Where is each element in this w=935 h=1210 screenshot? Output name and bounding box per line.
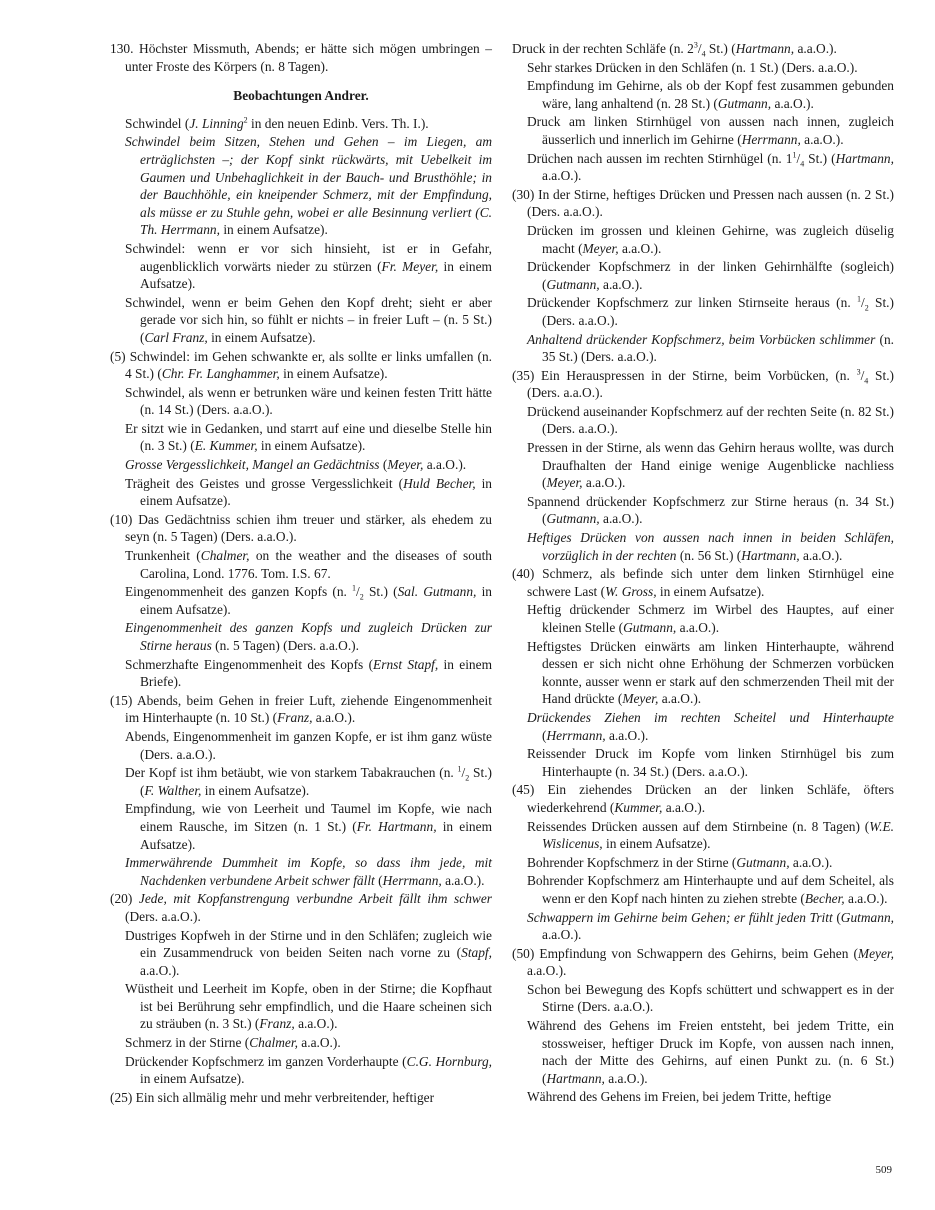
symptom-entry: Eingenommenheit des ganzen Kopfs (n. $^1/_2$ St.) (Sal. Gutmann, in einem Aufsatze).	[125, 583, 492, 617]
symptom-entry: Drücken im grossen und kleinen Gehirne, was zugleich düselig macht (Meyer, a.a.O.).	[527, 222, 894, 256]
symptom-entry: Eingenommenheit des ganzen Kopfs und zugleich Drücken zur Stirne heraus (n. 5 Tagen) (Ders. a.a.O.).	[125, 620, 492, 653]
symptom-entry: Schwindel, als wenn er betrunken wäre und keinen festen Tritt hätte (n. 14 St.) (Ders. a.a.O.).	[125, 384, 492, 418]
symptom-entry: (30) In der Stirne, heftiges Drücken und Pressen nach aussen (n. 2 St.) (Ders. a.a.O.).	[512, 186, 894, 220]
symptom-entry: Empfindung, wie von Leerheit und Taumel im Kopfe, wie nach einem Rausche, im Sitzen (n. 1 St.) (Fr. Hartmann, in einem Aufsatze).	[125, 801, 492, 852]
symptom-entry: Druck am linken Stirnhügel von aussen nach innen, zugleich äusserlich und innerlich im Gehirne (Herrmann, a.a.O.).	[527, 114, 894, 147]
symptom-entry: (45) Ein ziehendes Drücken an der linken Schläfe, öfters wiederkehrend (Kummer, a.a.O.).	[512, 782, 894, 815]
symptom-entry: Schwappern im Gehirne beim Gehen; er fühlt jeden Tritt (Gutmann, a.a.O.).	[527, 909, 894, 943]
symptom-entry: (10) Das Gedächtniss schien ihm treuer und stärker, als ehedem zu seyn (n. 5 Tagen) (Ders. a.a.O.).	[110, 511, 492, 545]
symptom-entry: Bohrender Kopfschmerz in der Stirne (Gutmann, a.a.O.).	[527, 854, 833, 870]
entry-number: (15)	[110, 692, 137, 708]
symptom-entry: Trunkenheit (Chalmer, on the weather and the diseases of south Carolina, Lond. 1776. Tom. I.S. 67.	[125, 548, 492, 581]
entry-number: (5)	[110, 348, 130, 364]
symptom-entry: Schwindel beim Sitzen, Stehen und Gehen – im Liegen, am erträglichsten –; der Kopf sinkt rückwärts, mit Uebelkeit im Gaumen und Unbehaglichkeit in der Bauch- und Brusthöhle; in der Bauchhöhle, ein kneipender Schmerz, mit der Empfindung, als müsse er zu Stuhle gehn, wobei er alle Besinnung verliert (C. Th. Herrmann, in einem Aufsatze).	[125, 134, 492, 238]
symptom-entry: Reissender Druck im Kopfe vom linken Stirnhügel bis zum Hinterhaupte (n. 34 St.) (Ders. a.a.O.).	[527, 746, 894, 779]
symptom-entry: Schwindel (J. Linning$^2$ in den neuen Edinb. Vers. Th. I.).	[125, 115, 429, 131]
symptom-entry: (50) Empfindung von Schwappern des Gehirns, beim Gehen (Meyer, a.a.O.).	[512, 945, 894, 979]
symptom-entry: Er sitzt wie in Gedanken, und starrt auf eine und dieselbe Stelle hin (n. 3 St.) (E. Kummer, in einem Aufsatze).	[125, 420, 492, 454]
entry-number: (35)	[512, 367, 542, 383]
entry-number: (25)	[110, 1089, 136, 1105]
symptom-entry: Heftiges Drücken von aussen nach innen in beiden Schläfen, vorzüglich in der rechten (n. 56 St.) (Hartmann, a.a.O.).	[527, 530, 894, 563]
page-number: 509	[875, 1164, 892, 1176]
entry-number: (40)	[512, 566, 543, 582]
entry-number: (20)	[110, 891, 139, 907]
symptom-entry: Wüstheit und Leerheit im Kopfe, oben in der Stirne; die Kopfhaut ist bei Berührung sehr empfindlich, und die Haare scheinen sich zu sträuben (n. 3 St.) (Franz, a.a.O.).	[125, 981, 492, 1032]
right-entries	[512, 40, 894, 1106]
symptom-entry: Schmerz in der Stirne (Chalmer, a.a.O.).	[125, 1035, 341, 1051]
symptom-entry: Abends, Eingenommenheit im ganzen Kopfe, er ist ihm ganz wüste (Ders. a.a.O.).	[125, 728, 492, 762]
symptom-entry: Empfindung im Gehirne, als ob der Kopf fest zusammen gebunden wäre, lang anhaltend (n. 28 St.) (Gutmann, a.a.O.).	[527, 78, 894, 111]
symptom-entry: Pressen in der Stirne, als wenn das Gehirn heraus wollte, was durch Draufhalten der Hand einige wenige Augenblicke nachliess (Meyer, a.a.O.).	[527, 440, 894, 491]
symptom-entry: Drückender Kopfschmerz im ganzen Vorderhaupte (C.G. Hornburg, in einem Aufsatze).	[125, 1053, 492, 1087]
entry-130: 130. Höchster Missmuth, Abends; er hätte sich mögen umbringen – unter Froste des Körpers (n. 8 Tagen).	[110, 41, 492, 74]
symptom-entry: Drückender Kopfschmerz in der linken Gehirnhälfte (sogleich) (Gutmann, a.a.O.).	[527, 259, 894, 292]
symptom-entry: Drückendes Ziehen im rechten Scheitel und Hinterhaupte (Herrmann, a.a.O.).	[527, 709, 894, 743]
symptom-entry: (5) Schwindel: im Gehen schwankte er, als sollte er links umfallen (n. 4 St.) (Chr. Fr. Langhammer, in einem Aufsatze).	[110, 348, 492, 382]
entry-number: (10)	[110, 511, 139, 527]
symptom-entry: Heftigstes Drücken einwärts am linken Hinterhaupte, während dessen er sich nicht ohne Erhöhung der Schmerzen vorbücken konnte, ausser wenn er stark auf den schmerzenden Theil mit der Hand drückte (Meyer, a.a.O.).	[527, 638, 894, 707]
symptom-entry: Bohrender Kopfschmerz am Hinterhaupte und auf dem Scheitel, als wenn er den Kopf nach hinten zu ziehen strebte (Becher, a.a.O.).	[527, 873, 894, 906]
symptom-entry: Trägheit des Geistes und grosse Vergesslichkeit (Huld Becher, in einem Aufsatze).	[125, 475, 492, 509]
symptom-entry: Anhaltend drückender Kopfschmerz, beim Vorbücken schlimmer (n. 35 St.) (Ders. a.a.O.).	[527, 331, 894, 365]
entry-number: (45)	[512, 782, 548, 798]
symptom-entry: Schmerzhafte Eingenommenheit des Kopfs (Ernst Stapf, in einem Briefe).	[125, 656, 492, 690]
right-column	[512, 40, 894, 1107]
symptom-entry: Drüchen nach aussen im rechten Stirnhügel (n. $1^1/_4$ St.) (Hartmann, a.a.O.).	[527, 150, 894, 184]
symptom-entry: Druck in der rechten Schläfe (n. $2^3/_4$ St.) (Hartmann, a.a.O.).	[512, 40, 837, 59]
entry-number: (50)	[512, 945, 540, 961]
symptom-entry: Drückend auseinander Kopfschmerz auf der rechten Seite (n. 82 St.) (Ders. a.a.O.).	[527, 403, 894, 437]
left-entries	[110, 115, 492, 1107]
symptom-entry: Sehr starkes Drücken in den Schläfen (n. 1 St.) (Ders. a.a.O.).	[527, 59, 858, 75]
symptom-entry: Immerwährende Dummheit im Kopfe, so dass ihm jede, mit Nachdenken verbundene Arbeit schwer fällt (Herrmann, a.a.O.).	[125, 855, 492, 888]
symptom-entry: Spannend drückender Kopfschmerz zur Stirne heraus (n. 34 St.) (Gutmann, a.a.O.).	[527, 493, 894, 527]
symptom-entry: Schon bei Bewegung des Kopfs schüttert und schwappert es in der Stirne (Ders. a.a.O.).	[527, 981, 894, 1015]
symptom-entry: Reissendes Drücken aussen auf dem Stirnbeine (n. 8 Tagen) (W.E. Wislicenus, in einem Aufsatze).	[527, 818, 894, 852]
symptom-entry: (25) Ein sich allmälig mehr und mehr verbreitender, heftiger	[110, 1089, 435, 1105]
symptom-entry: Der Kopf ist ihm betäubt, wie von starkem Tabakrauchen (n. $^1/_2$ St.) (F. Walther, in einem Aufsatze).	[125, 764, 492, 798]
symptom-entry: Heftig drückender Schmerz im Wirbel des Hauptes, auf einer kleinen Stelle (Gutmann, a.a.O.).	[527, 602, 894, 635]
symptom-entry: (35) Ein Herauspressen in der Stirne, beim Vorbücken, (n. $^3/_4$ St.) (Ders. a.a.O.).	[512, 367, 895, 401]
left-column	[110, 40, 492, 1107]
symptom-entry: Dustriges Kopfweh in der Stirne und in den Schläfen; zugleich wie ein Zusammendruck von beiden Seiten nach vorne zu (Stapf, a.a.O.).	[125, 927, 492, 978]
section-heading: Beobachtungen Andrer.	[233, 88, 369, 104]
symptom-entry: Während des Gehens im Freien entsteht, bei jedem Tritte, ein stossweiser, heftiger Druck im Kopfe, von aussen nach innen, nach der Mitte des Gehirns, auf einen Punkt zu. (n. 6 St.) (Hartmann, a.a.O.).	[527, 1018, 894, 1086]
symptom-entry: Schwindel, wenn er beim Gehen den Kopf dreht; sieht er aber gerade vor sich hin, so fühlt er nichts – in freier Luft – (n. 5 St.) (Carl Franz, in einem Aufsatze).	[125, 294, 492, 345]
symptom-entry: (15) Abends, beim Gehen in freier Luft, ziehende Eingenommenheit im Hinterhaupte (n. 10 St.) (Franz, a.a.O.).	[110, 692, 492, 726]
symptom-entry: Schwindel: wenn er vor sich hinsieht, ist er in Gefahr, augenblicklich vorwärts nieder zu stürzen (Fr. Meyer, in einem Aufsatze).	[125, 240, 492, 292]
symptom-entry: (20) Jede, mit Kopfanstrengung verbundne Arbeit fällt ihm schwer (Ders. a.a.O.).	[110, 891, 492, 924]
symptom-entry: Grosse Vergesslichkeit, Mangel an Gedächtniss (Meyer, a.a.O.).	[125, 457, 467, 473]
symptom-entry: (40) Schmerz, als befinde sich unter dem linken Stirnhügel eine schwere Last (W. Gross, in einem Aufsatze).	[512, 566, 894, 599]
symptom-entry: Während des Gehens im Freien, bei jedem Tritte, heftige	[527, 1089, 832, 1105]
entry-number: (30)	[512, 186, 539, 202]
symptom-entry: Drückender Kopfschmerz zur linken Stirnseite heraus (n. $^1/_2$ St.) (Ders. a.a.O.).	[527, 294, 894, 328]
